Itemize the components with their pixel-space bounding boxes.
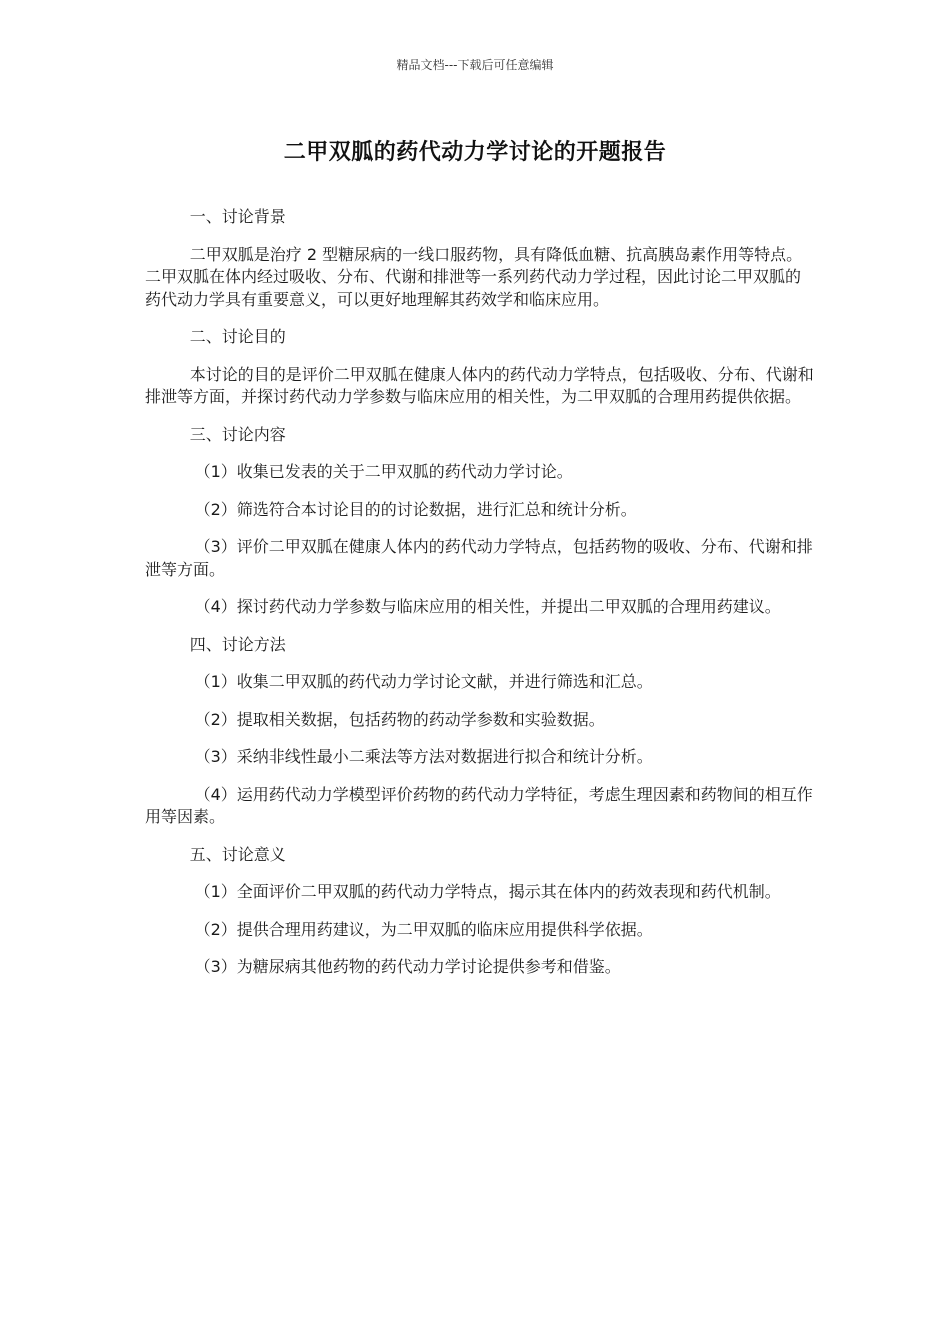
section-heading-significance: 五、讨论意义 (189, 844, 286, 864)
section-heading-content: 三、讨论内容 (189, 424, 286, 444)
list-item: （4）探讨药代动力学参数与临床应用的相关性，并提出二甲双胍的合理用药建议。 (194, 597, 781, 616)
list-item: （1）全面评价二甲双胍的药代动力学特点，揭示其在体内的药效表现和药代机制。 (194, 882, 781, 901)
list-item: （1）收集二甲双胍的药代动力学讨论文献，并进行筛选和汇总。 (194, 672, 653, 691)
section-heading-method: 四、讨论方法 (189, 634, 286, 654)
section-paragraph-purpose: 本讨论的目的是评价二甲双胍在健康人体内的药代动力学特点，包括吸收、分布、代谢和排泄等方面，并探讨药代动力学参数与临床应用的相关性，为二甲双胍的合理用药提供依据。 (145, 364, 814, 406)
section-heading-background: 一、讨论背景 (189, 207, 286, 226)
document-title: 二甲双胍的药代动力学讨论的开题报告 (283, 140, 667, 165)
section-paragraph-background: 二甲双胍是治疗 2 型糖尿病的一线口服药物，具有降低血糖、抗高胰岛素作用等特点。二甲双胍在体内经过吸收、分布、代谢和排泄等一系列药代动力学过程，因此讨论二甲双胍的药代动力学具有重要意义，可以更好地理解其药效学和临床应用。 (145, 244, 803, 309)
section-heading-purpose: 二、讨论目的 (189, 327, 286, 346)
list-item: （4）运用药代动力学模型评价药物的药代动力学特征，考虑生理因素和药物间的相互作用等因素。 (145, 784, 813, 826)
list-item: （3）评价二甲双胍在健康人体内的药代动力学特点，包括药物的吸收、分布、代谢和排泄等方面。 (145, 537, 813, 579)
header-watermark: 精品文档---下载后可任意编辑 (396, 58, 554, 72)
document-body (145, 206, 815, 994)
list-item: （1）收集已发表的关于二甲双胍的药代动力学讨论。 (194, 462, 573, 481)
list-item: （2）提供合理用药建议，为二甲双胍的临床应用提供科学依据。 (194, 919, 653, 939)
list-item: （2）筛选符合本讨论目的的讨论数据，进行汇总和统计分析。 (194, 499, 637, 519)
list-item: （3）采纳非线性最小二乘法等方法对数据进行拟合和统计分析。 (194, 747, 653, 766)
list-item: （2）提取相关数据，包括药物的药动学参数和实验数据。 (194, 709, 605, 729)
list-item: （3）为糖尿病其他药物的药代动力学讨论提供参考和借鉴。 (194, 957, 621, 976)
